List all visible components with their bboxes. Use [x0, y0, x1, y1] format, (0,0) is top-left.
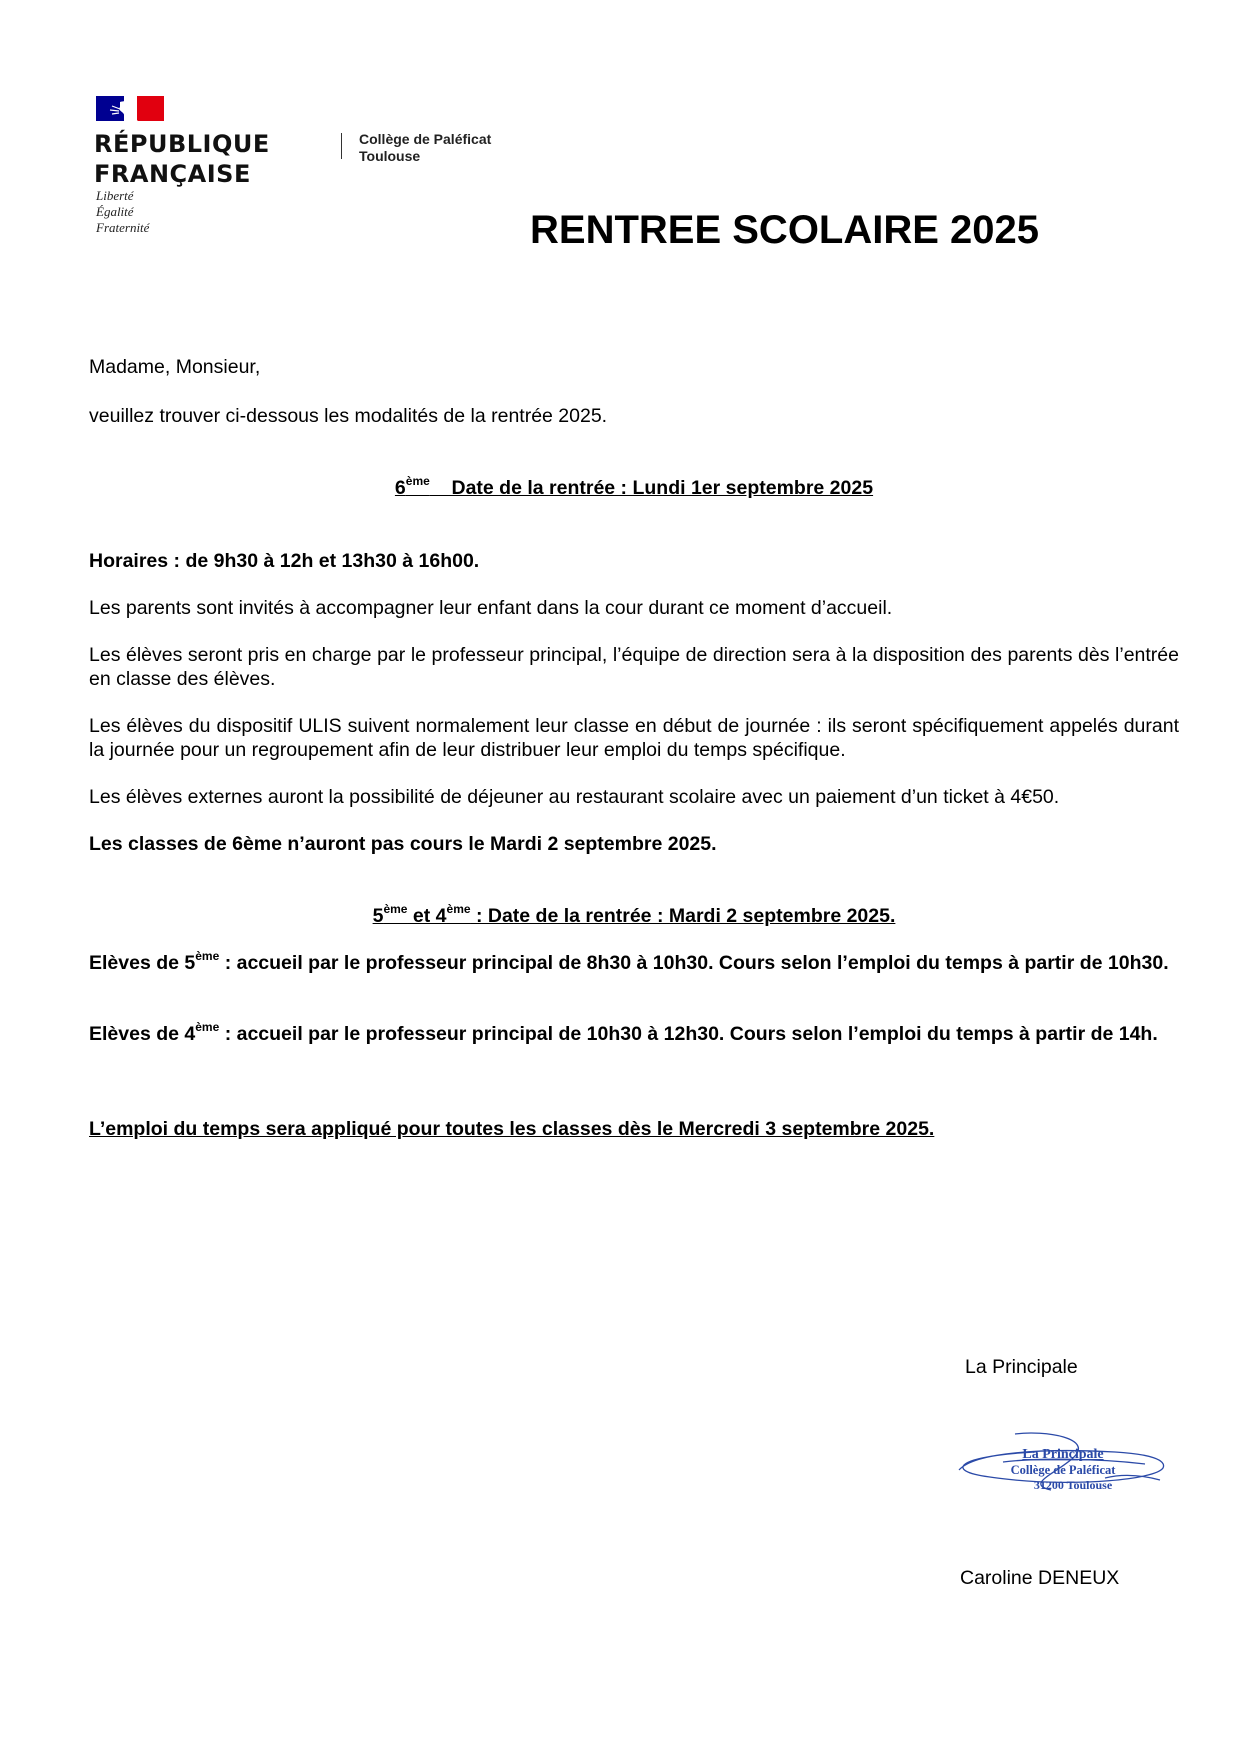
cinq-quatre-heading-mid: et 4	[407, 905, 447, 927]
closing-text: L’emploi du temps sera appliqué pour toutes les classes dès le Mercredi 3 septembre 2025.	[89, 1118, 935, 1140]
document-title: RENTREE SCOLAIRE 2025	[530, 208, 1040, 252]
cinquieme-sup: ème	[195, 949, 220, 963]
cinq-quatre-heading-a-sup: ème	[383, 902, 408, 916]
sixieme-paragraph-5: Les classes de 6ème n’auront pas cours le Mardi 2 septembre 2025.	[89, 833, 717, 855]
cinq-quatre-heading-text: : Date de la rentrée : Mardi 2 septembre 2025.	[470, 905, 896, 927]
sixieme-heading-sup: ème	[405, 474, 430, 488]
motto-egalite: Égalité	[96, 204, 134, 219]
sixieme-heading-underlined	[394, 474, 874, 499]
cinquieme-prefix: Elèves de 5	[89, 952, 196, 974]
intro-text: veuillez trouver ci-dessous les modalités de la rentrée 2025.	[89, 405, 608, 427]
motto-fraternite: Fraternité	[96, 220, 150, 235]
stamp-line-1: La Principale	[1022, 1447, 1104, 1462]
sixieme-heading-text: Date de la rentrée : Lundi 1er septembre 2025	[451, 477, 874, 499]
college-city: Toulouse	[359, 148, 421, 164]
stamp-line-2: Collège de Paléficat	[1010, 1463, 1116, 1477]
republique-francaise-wordmark	[94, 129, 270, 189]
motto-liberte: Liberté	[96, 188, 134, 203]
quatrieme-sup: ème	[195, 1020, 220, 1034]
header-divider	[341, 133, 342, 159]
college-name: Collège de Paléficat	[359, 131, 492, 147]
cinq-quatre-heading	[89, 904, 1179, 928]
marianne-flag-logo	[96, 96, 164, 121]
cinquieme-paragraph	[89, 951, 1179, 975]
signer-role: La Principale	[965, 1356, 1078, 1378]
official-stamp	[955, 1428, 1170, 1496]
cinquieme-text: : accueil par le professeur principal de 8h30 à 10h30. Cours selon l’emploi du temps à partir de 10h30.	[219, 952, 1169, 974]
francaise-line: FRANÇAISE	[94, 160, 251, 188]
cinq-quatre-heading-a: 5	[372, 905, 384, 927]
sixieme-heading	[89, 476, 1179, 500]
sixieme-paragraph-1: Les parents sont invités à accompagner leur enfant dans la cour durant ce moment d’accueil.	[89, 597, 893, 619]
republique-line: RÉPUBLIQUE	[94, 130, 270, 158]
republic-motto	[96, 188, 149, 236]
sixieme-paragraph-3: Les élèves du dispositif ULIS suivent normalement leur classe en début de journée : ils seront spécifiquement appelés durant la journée pour un regroupement afin de leur distribuer leur emploi du temps spécifique.	[89, 715, 1179, 761]
college-block	[359, 131, 491, 165]
cinq-quatre-heading-underlined	[372, 902, 896, 927]
cinq-quatre-heading-b-sup: ème	[446, 902, 471, 916]
quatrieme-prefix: Elèves de 4	[89, 1023, 196, 1045]
greeting: Madame, Monsieur,	[89, 356, 261, 378]
quatrieme-text: : accueil par le professeur principal de 10h30 à 12h30. Cours selon l’emploi du temps à partir de 14h.	[219, 1023, 1158, 1045]
quatrieme-paragraph	[89, 1022, 1179, 1046]
sixieme-horaires: Horaires : de 9h30 à 12h et 13h30 à 16h00.	[89, 550, 480, 572]
signer-name: Caroline DENEUX	[960, 1567, 1120, 1589]
closing-statement	[89, 1117, 1179, 1141]
sixieme-heading-prefix: 6	[394, 477, 406, 499]
sixieme-paragraph-4: Les élèves externes auront la possibilité de déjeuner au restaurant scolaire avec un paiement d’un ticket à 4€50.	[89, 786, 1060, 808]
sixieme-paragraph-2: Les élèves seront pris en charge par le professeur principal, l’équipe de direction sera à la disposition des parents dès l’entrée en classe des élèves.	[89, 644, 1179, 690]
stamp-line-3: 31200 Toulouse	[1033, 1478, 1113, 1492]
